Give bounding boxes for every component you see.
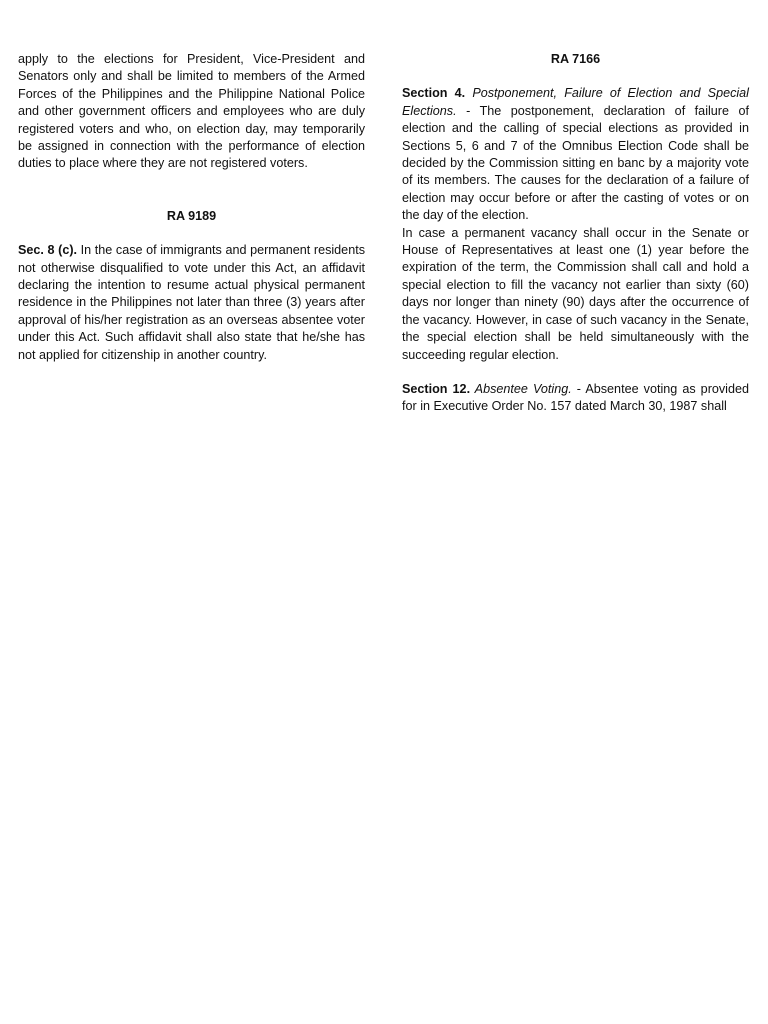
- section-12-title: Absentee Voting.: [470, 381, 572, 396]
- section-4-second-paragraph: In case a permanent vacancy shall occur in the Senate or House of Representatives at least one (1) year before the expiration of the term, the Commission shall call and hold a special election to fill the vacancy not earlier than sixty (60) days nor longer than ninety (90) days after the occurrence of the vacancy. However, in case of such vacancy in the Senate, the special election shall be held simultaneously with the succeeding regular election.: [402, 225, 749, 362]
- section-4-text: - The postponement, declaration of failure of election and the calling of special elections as provided in Sections 5, 6 and 7 of the Omnibus Election Code shall be decided by the Commission sitting en banc by a majority vote of its members. The causes for the declaration of a failure of election may occur before or after the casting of votes or on the day of the election.: [402, 103, 749, 223]
- spacer: [402, 68, 749, 85]
- spacer: [18, 225, 365, 242]
- ra-9189-heading: RA 9189: [166, 208, 217, 223]
- section-4-title: Postponement, Failure of Election and Special Elections.: [402, 86, 749, 118]
- sec-8c-text: In the case of immigrants and permanent residents not otherwise disqualified to vote under this Act, an affidavit declaring the intention to resume actual physical permanent residence in the Philippines not later than three (3) years after approval of his/her registration as an overseas absentee voter under this Act. Such affidavit shall also state that he/she has not applied for citizenship in another country.: [18, 243, 365, 362]
- ra-7166-heading: RA 7166: [550, 52, 601, 66]
- section-4-label: Section 4.: [402, 86, 466, 101]
- left-column: [18, 51, 365, 364]
- sec-8c-label: Sec. 8 (c).: [18, 243, 78, 258]
- section-12-label: Section 12.: [402, 381, 471, 396]
- section-12-text: - Absentee voting as provided for in Executive Order No. 157 dated March 30, 1987 shall: [402, 381, 749, 414]
- right-column: [402, 51, 749, 416]
- section-4-paragraph: [402, 85, 749, 224]
- sec-8c-paragraph: [18, 242, 365, 364]
- spacer: [402, 364, 749, 381]
- continuation-paragraph: apply to the elections for President, Vice-President and Senators only and shall be limited to members of the Armed Forces of the Philippines and the Philippine National Police and other government officers and employees who are duly registered voters and who, on election day, may temporarily be assigned in connection with the performance of election duties to place where they are not registered voters.: [18, 52, 365, 171]
- spacer: [18, 173, 365, 208]
- section-12-paragraph: [402, 381, 749, 416]
